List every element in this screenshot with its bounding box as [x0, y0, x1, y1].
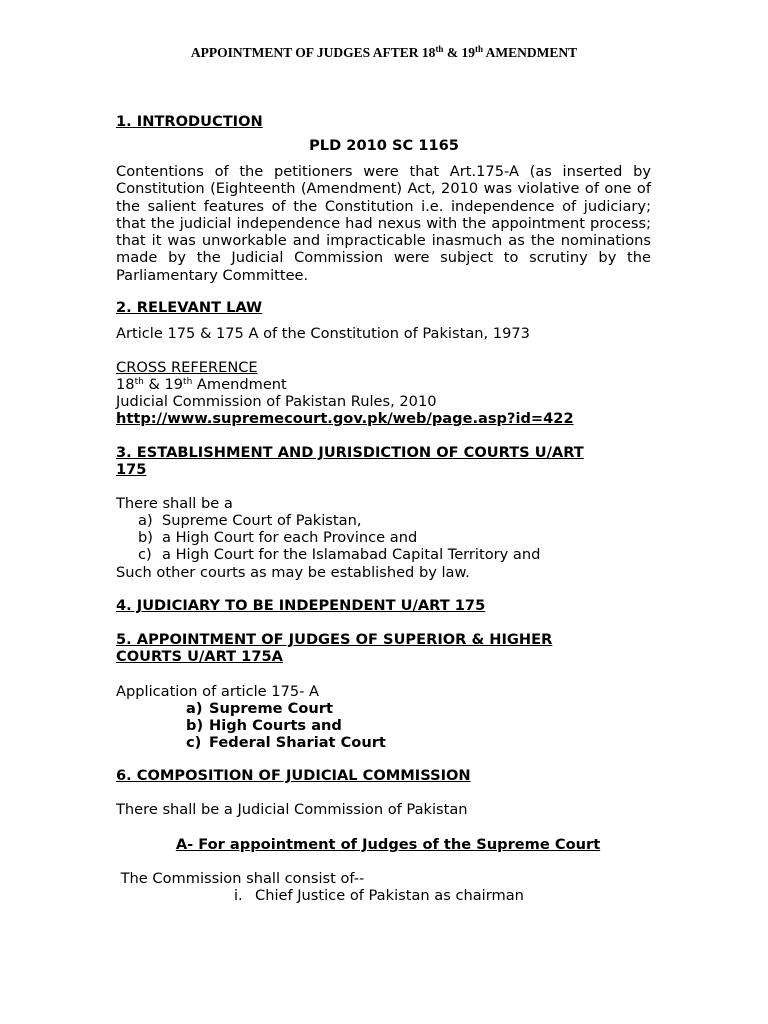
- rules-reference: Judicial Commission of Pakistan Rules, 2010: [116, 393, 437, 410]
- establishment-intro: There shall be a: [116, 495, 233, 512]
- commission-intro: There shall be a Judicial Commission of Pakistan: [116, 801, 468, 818]
- list-item: [138, 546, 540, 563]
- list-marker: a): [138, 512, 153, 529]
- section-heading-establishment: 3. ESTABLISHMENT AND JURISDICTION OF COURTS U/ART 175: [116, 444, 584, 478]
- introduction-paragraph: Contentions of the petitioners were that Art.175-A (as inserted by Constitution (Eighteenth (Amendment) Act, 2010 was violative of one of the salient features of the Constitution i.e. independence of judiciary; that the judicial independence had nexus with the appointment process; that it was unworkable and impracticable inasmuch as the nominations made by the Judicial Commission were subject to scrutiny by the Parliamentary Committee.: [116, 163, 651, 284]
- section-heading-relevant-law: 2. RELEVANT LAW: [116, 299, 263, 316]
- list-item: [234, 887, 524, 904]
- list-marker: i.: [234, 887, 243, 904]
- list-item-text: Federal Shariat Court: [209, 734, 386, 751]
- list-item: [138, 512, 361, 529]
- establishment-outro: Such other courts as may be established by law.: [116, 564, 470, 581]
- commission-consist: The Commission shall consist of--: [116, 870, 365, 887]
- list-item-text: a High Court for each Province and: [162, 529, 418, 546]
- list-marker: b): [138, 529, 153, 546]
- supreme-court-link[interactable]: http://www.supremecourt.gov.pk/web/page.asp?id=422: [116, 410, 574, 427]
- list-item-text: a High Court for the Islamabad Capital Territory and: [162, 546, 541, 563]
- list-item-text: Supreme Court: [209, 700, 333, 717]
- list-item: [186, 717, 342, 734]
- list-item-text: Supreme Court of Pakistan,: [162, 512, 362, 529]
- list-item-text: Chief Justice of Pakistan as chairman: [255, 887, 524, 904]
- list-marker: c): [186, 734, 202, 751]
- list-item: [186, 700, 333, 717]
- document-title: APPOINTMENT OF JUDGES AFTER 18th & 19th AMENDMENT: [190, 44, 578, 60]
- case-citation: PLD 2010 SC 1165: [309, 137, 459, 154]
- cross-reference-label: CROSS REFERENCE: [116, 359, 258, 376]
- section-heading-appointment: 5. APPOINTMENT OF JUDGES OF SUPERIOR & HIGHER COURTS U/ART 175A: [116, 631, 553, 665]
- section-heading-composition: 6. COMPOSITION OF JUDICIAL COMMISSION: [116, 767, 471, 784]
- application-intro: Application of article 175- A: [116, 683, 320, 700]
- relevant-article: Article 175 & 175 A of the Constitution of Pakistan, 1973: [116, 325, 530, 342]
- list-marker: c): [138, 546, 152, 563]
- list-item: [138, 529, 417, 546]
- list-item: [186, 734, 386, 751]
- list-item-text: High Courts and: [209, 717, 342, 734]
- amendment-reference: 18th & 19th Amendment: [116, 376, 287, 393]
- list-marker: a): [186, 700, 203, 717]
- list-marker: b): [186, 717, 204, 734]
- section-heading-judiciary-independent: 4. JUDICIARY TO BE INDEPENDENT U/ART 175: [116, 597, 486, 614]
- section-heading-introduction: 1. INTRODUCTION: [116, 113, 263, 130]
- subheading-supreme-court: A- For appointment of Judges of the Supreme Court: [175, 836, 601, 853]
